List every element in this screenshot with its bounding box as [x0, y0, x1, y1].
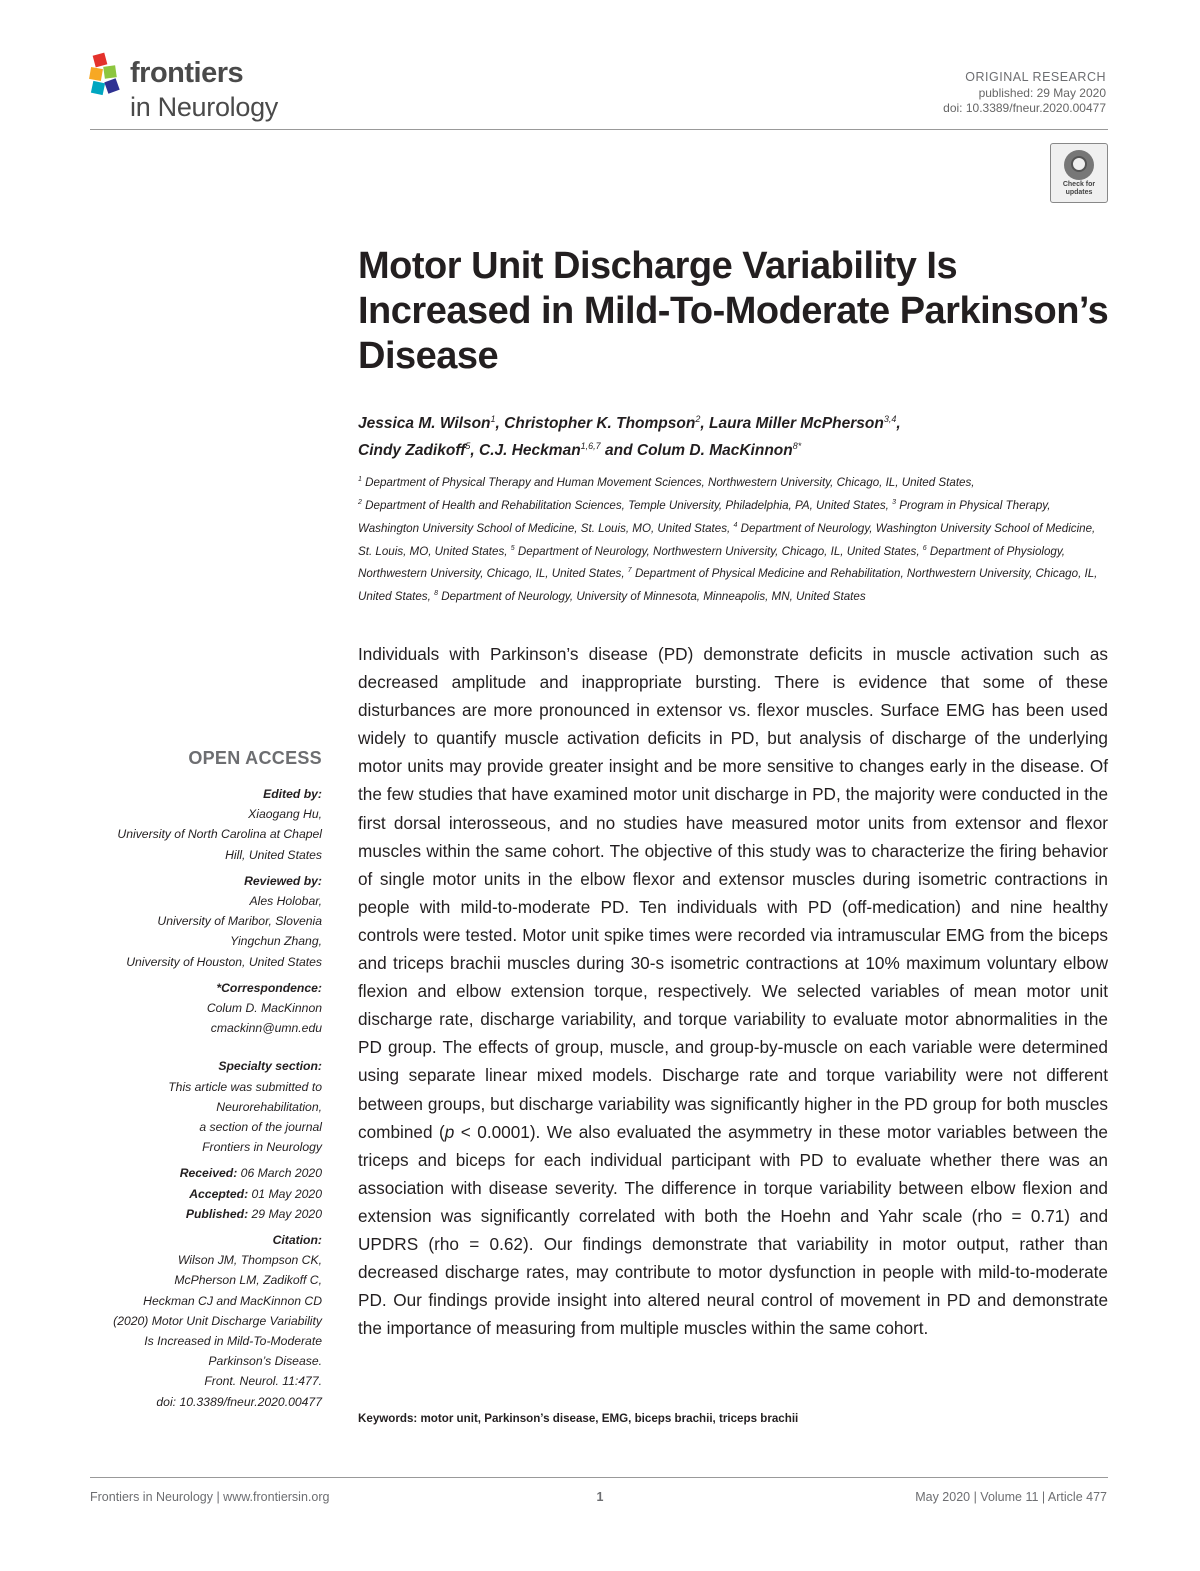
reviewer-line: University of Maribor, Slovenia: [157, 914, 322, 929]
check-for-updates-badge[interactable]: [1050, 143, 1108, 203]
editor-line: Xiaogang Hu,: [248, 807, 322, 822]
author-affiliation-number: 1: [490, 414, 496, 424]
edited-by-label: Edited by:: [263, 787, 322, 801]
frontiers-logo-mark-icon: [88, 52, 130, 98]
citation-line: Wilson JM, Thompson CK,: [177, 1253, 322, 1268]
received-date: Received: 06 March 2020: [179, 1166, 322, 1181]
editor-line: University of North Carolina at Chapel: [117, 827, 322, 842]
affiliation: Program in Physical Therapy, Washington University School of Medicine, St. Louis, MO, United States,: [358, 498, 1051, 535]
citation-line: Heckman CJ and MacKinnon CD: [143, 1293, 322, 1308]
reviewed-by-label: Reviewed by:: [244, 873, 322, 888]
specialty-section-label: Specialty section:: [218, 1059, 322, 1074]
specialty-line: This article was submitted to: [168, 1079, 322, 1094]
specialty-line: Neurorehabilitation,: [216, 1099, 322, 1114]
reviewer-line: University of Houston, United States: [126, 954, 322, 969]
affiliation: Department of Physical Medicine and Rehabilitation, Northwestern University, Chicago, IL, United States,: [358, 567, 1098, 604]
citation-line: McPherson LM, Zadikoff C,: [174, 1273, 322, 1288]
doi-link[interactable]: doi: 10.3389/fneur.2020.00477: [943, 101, 1106, 115]
citation-line: Parkinson’s Disease.: [208, 1354, 322, 1369]
author-affiliation-number: 2: [695, 414, 701, 424]
footer-journal-link[interactable]: Frontiers in Neurology | www.frontiersin.org: [90, 1490, 330, 1504]
citation-line: (2020) Motor Unit Discharge Variability: [113, 1313, 322, 1328]
correspondence-email[interactable]: cmackinn@umn.edu: [210, 1021, 322, 1036]
reviewer-line: Ales Holobar,: [249, 894, 322, 909]
reviewer-line: Yingchun Zhang,: [230, 934, 322, 949]
editor-line: Hill, United States: [225, 847, 322, 862]
author-name[interactable]: Colum D. MacKinnon: [636, 442, 793, 460]
author-affiliation-number: 8*: [792, 441, 802, 452]
crossmark-inner-icon: [1071, 156, 1087, 172]
author-list: Jessica M. Wilson$^1$, Christopher K. Thompson$^2$, Laura Miller McPherson$^{3,4}$, Cindy Zadikoff$^5$, C.J. Heckman$^{1,6,7}$ and Colum D. MacKinnon$^{8*}$: [358, 414, 901, 460]
abstract: [358, 640, 1108, 1342]
citation-line: Is Increased in Mild-To-Moderate: [144, 1334, 322, 1349]
correspondence-name: Colum D. MacKinnon: [206, 1001, 322, 1016]
header-divider: [90, 129, 1108, 130]
affiliation: Department of Physical Therapy and Human Movement Sciences, Northwestern University, Chicago, IL, United States,: [365, 475, 975, 489]
citation-label: Citation:: [272, 1233, 322, 1248]
author-affiliation-number: 3,4: [883, 414, 897, 424]
author-affiliation-number: 5: [465, 441, 471, 452]
correspondence-label: *Correspondence:: [216, 980, 322, 995]
author-name[interactable]: Jessica M. Wilson: [358, 415, 491, 433]
affiliation: Department of Neurology, Northwestern University, Chicago, IL, United States,: [517, 544, 920, 558]
footer-issue-info: May 2020 | Volume 11 | Article 477: [915, 1490, 1107, 1504]
footer-divider: [90, 1477, 1108, 1478]
published-date: published: 29 May 2020: [978, 85, 1106, 100]
author-name[interactable]: Laura Miller McPherson: [708, 415, 884, 433]
author-name[interactable]: Christopher K. Thompson: [504, 415, 696, 433]
affiliation: Department of Physiology, Northwestern University, Chicago, IL, United States,: [358, 544, 1066, 581]
page-number: 1: [596, 1490, 604, 1504]
article-header-meta: [943, 70, 1106, 117]
p-value-symbol: p: [444, 1121, 455, 1142]
keywords: Keywords: motor unit, Parkinson’s disease, EMG, biceps brachii, triceps brachii: [358, 1412, 799, 1425]
article-type: ORIGINAL RESEARCH: [965, 70, 1106, 84]
author-affiliation-number: 1,6,7: [580, 441, 601, 452]
accepted-date: Accepted: 01 May 2020: [189, 1186, 322, 1201]
logo-word-journal: in Neurology: [130, 92, 278, 122]
specialty-line: a section of the journal: [199, 1120, 322, 1135]
author-name[interactable]: C.J. Heckman: [479, 442, 581, 460]
affiliation: Department of Neurology, Washington University School of Medicine, St. Louis, MO, United States,: [358, 521, 1096, 558]
affiliation: Department of Neurology, University of Minnesota, Minneapolis, MN, United States: [441, 590, 866, 604]
article-title: Motor Unit Discharge Variability Is Increased in Mild-To-Moderate Parkinson’s Disease: [358, 245, 1109, 377]
citation-line: Front. Neurol. 11:477.: [204, 1374, 322, 1389]
specialty-line: Frontiers in Neurology: [202, 1140, 322, 1155]
affiliation: Department of Health and Rehabilitation Sciences, Temple University, Philadelphia, PA, United States,: [365, 498, 889, 512]
check-for-updates-label: Check for updates: [1062, 181, 1096, 196]
citation-doi[interactable]: doi: 10.3389/fneur.2020.00477: [156, 1394, 322, 1409]
open-access-label: OPEN ACCESS: [188, 748, 322, 768]
abstract-text-part2: < 0.0001). We also evaluated the asymmetry in these motor variables between the triceps and biceps for each individual participant with PD to evaluate whether there was an association with disease severity. The difference in torque variability between elbow flexion and extension was significantly correlated with both the Hoehn and Yahr scale (rho = 0.71) and UPDRS (rho = 0.62). Our findings demonstrate that variability in motor output, rather than decreased discharge rates, may contribute to motor dysfunction in people with mild-to-moderate PD. Our findings provide insight into altered neural control of movement in PD and demonstrate the importance of measuring from multiple muscles within the same cohort.: [358, 1121, 1108, 1339]
author-name[interactable]: Cindy Zadikoff: [358, 442, 466, 460]
article-info-sidebar: [60, 746, 322, 1412]
published-date-sidebar: Published: 29 May 2020: [185, 1206, 322, 1221]
journal-logo: [88, 48, 308, 128]
abstract-text-part1: Individuals with Parkinson’s disease (PD) demonstrate deficits in muscle activation such as decreased amplitude and inappropriate bursting. There is evidence that some of these disturbances are more pronounced in extensor vs. flexor muscles. Surface EMG has been used widely to quantify muscle activation deficits in PD, but analysis of discharge of the underlying motor units may provide greater insight and be more sensitive to changes early in the disease. Of the few studies that have examined motor unit discharge in PD, the majority were conducted in the first dorsal interosseous, and no studies have measured motor units from extensor and flexor muscles within the same cohort. The objective of this study was to characterize the firing behavior of single motor units in the elbow flexor and extensor muscles during isometric contractions in people with mild-to-moderate PD. Ten individuals with PD (off-medication) and nine healthy controls were tested. Motor unit spike times were recorded via intramuscular EMG from the biceps and triceps brachii muscles during 30-s isometric contractions at 10% maximum voluntary elbow flexion and elbow extension torque, respectively. We selected variables of mean motor unit discharge rate, discharge variability, and torque variability to evaluate motor abnormalities in the PD group. The effects of group, muscle, and group-by-muscle on each variable were determined using separate linear mixed models. Discharge rate and torque variability were not different between groups, but discharge variability was significantly higher in the PD group for both muscles combined (: [358, 644, 1108, 1142]
logo-word-frontiers: frontiers: [130, 57, 244, 89]
affiliation-list: $^1$ Department of Physical Therapy and Human Movement Sciences, Northwestern University, Chicago, IL, United States, $^2$ Department of Health and Rehabilitation Sciences, Temple University, Philadelphia, PA, United States, $^3$ Program in Physical Therapy, Washington University School of Medicine, St. Louis, MO, United States, $^4$ Department of Neurology, Washington University School of Medicine, St. Louis, MO, United States, $^5$ Department of Neurology, Northwestern University, Chicago, IL, United States, $^6$ Department of Physiology, Northwestern University, Chicago, IL, United States, $^7$ Department of Physical Medicine and Rehabilitation, Northwestern University, Chicago, IL, United States, $^8$ Department of Neurology, University of Minnesota, Minneapolis, MN, United States: [358, 475, 1098, 604]
